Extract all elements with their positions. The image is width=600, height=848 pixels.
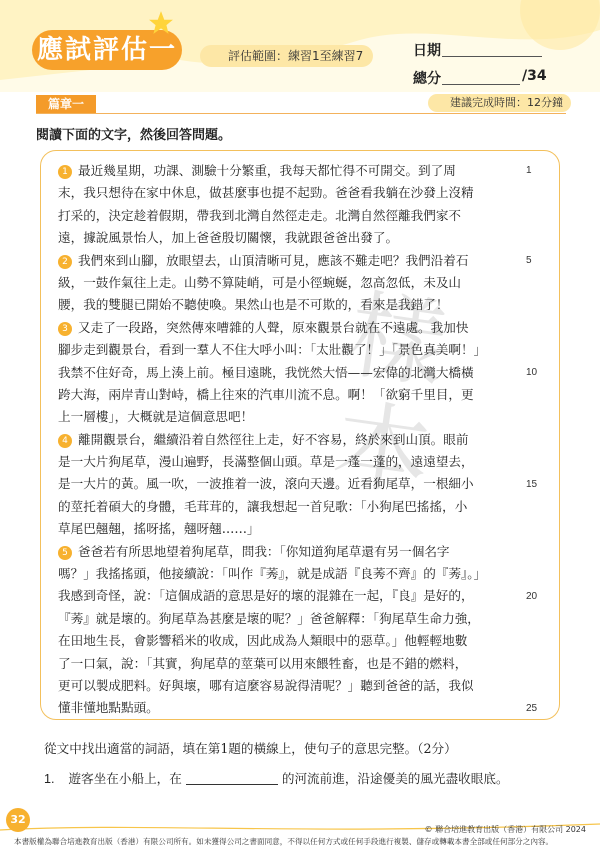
passage-line-text: 更可以製成肥料。好與壞，哪有這麼容易說得清呢？」聽到爸爸的話，我似	[58, 677, 474, 693]
passage-line	[58, 160, 518, 182]
passage-line-text: 我禁不住好奇，馬上湊上前。極目遠眺，我恍然大悟——宏偉的北灣大橋橫	[58, 364, 474, 380]
footnote: 本書版權為聯合培進教育出版（香港）有限公司所有。如未獲得公司之書面同意，不得以任何方式或任何手段進行複製、儲存或轉載本書全部或任何部分之內容。	[14, 837, 554, 846]
date-label: 日期	[413, 43, 441, 59]
passage-line	[58, 227, 518, 249]
passage-line	[58, 541, 518, 563]
paragraph-number: 2	[58, 255, 72, 269]
passage-line-text: 離開觀景台，繼續沿着自然徑往上走，好不容易，終於來到山頂。眼前	[78, 431, 469, 447]
paragraph-number: 4	[58, 434, 72, 448]
passage-line	[58, 339, 518, 361]
passage-line-text: 遠，據說風景怡人，加上爸爸殷切關懷，我就跟爸爸出發了。	[58, 230, 399, 246]
passage-line-text: 是一大片狗尾草，漫山遍野，長滿整個山頭。草是一蓬一蓬的，遠遠望去，	[58, 454, 474, 470]
sample-watermark: 樣本	[327, 278, 453, 512]
page-number: 32	[6, 808, 30, 832]
section-divider	[36, 113, 566, 114]
passage	[58, 160, 518, 720]
paragraph-number: 1	[58, 165, 72, 179]
passage-line	[58, 272, 518, 294]
passage-line	[58, 585, 518, 607]
line-number: 20	[526, 590, 538, 602]
passage-line-text: 腰，我的雙腿已開始不聽使喚。果然山也是不可欺的，看來是我錯了！	[58, 297, 449, 313]
passage-line	[58, 608, 518, 630]
line-number: 25	[526, 702, 538, 714]
score-total: /34	[522, 68, 547, 84]
passage-line	[58, 250, 518, 272]
passage-line	[58, 563, 518, 585]
question-1-before: 遊客坐在小船上，在	[68, 771, 182, 786]
line-number: 5	[526, 254, 532, 266]
question-number: 1.	[44, 772, 55, 786]
line-number: 15	[526, 478, 538, 490]
passage-line	[58, 384, 518, 406]
passage-line	[58, 451, 518, 473]
passage-line-text: 末，我只想待在家中休息，做甚麼事也提不起勁。爸爸看我躺在沙發上沒精	[58, 185, 474, 201]
instruction: 閱讀下面的文字，然後回答問題。	[36, 128, 232, 143]
question-1-after: 的河流前進，沿途優美的風光盡收眼底。	[281, 771, 509, 786]
passage-line	[58, 496, 518, 518]
paragraph-number: 3	[58, 322, 72, 336]
passage-line	[58, 630, 518, 652]
passage-line-text: 草尾巴翹翹，搖呀搖，翹呀翹……」	[58, 521, 260, 537]
passage-line-text: 爸爸若有所思地望着狗尾草，問我：「你知道狗尾草還有另一個名字	[78, 543, 450, 559]
passage-line	[58, 518, 518, 540]
passage-line-text: 的莖托着碩大的身體，毛茸茸的，讓我想起一首兒歌：「小狗尾巴搖搖，小	[58, 498, 468, 514]
passage-line	[58, 205, 518, 227]
passage-line-text: 在田地生長，會影響稻米的收成，因此成為人類眼中的惡草。」他輕輕地數	[58, 633, 468, 649]
score-field[interactable]	[442, 84, 520, 85]
passage-line	[58, 317, 518, 339]
passage-line-text: 跨大海，兩岸青山對峙，橋上往來的汽車川流不息。啊！「欲窮千里目，更	[58, 386, 474, 402]
passage-line-text: 懂非懂地點點頭。	[58, 700, 159, 716]
passage-line-text: 又走了一段路，突然傳來嘈雜的人聲，原來觀景台就在不遠處。我加快	[78, 319, 469, 335]
star-icon	[148, 10, 174, 36]
section-tag: 篇章一	[36, 95, 96, 113]
passage-line-text: 最近幾星期，功課、測驗十分繁重，我每天都忙得不可開交。到了周	[78, 163, 456, 178]
passage-line	[58, 362, 518, 384]
passage-line	[58, 294, 518, 316]
copyright: © 聯合培進教育出版（香港）有限公司 2024	[424, 825, 586, 834]
suggested-time: 建議完成時間：12分鐘	[428, 94, 571, 112]
passage-line	[58, 697, 518, 719]
passage-line-text: 是一大片的黃。風一吹，一波推着一波，滾向天邊。近看狗尾草，一根細小	[58, 476, 474, 492]
passage-line-text: 『莠』就是壞的。狗尾草為甚麼是壞的呢？」爸爸解釋：「狗尾草生命力強，	[58, 610, 480, 626]
passage-line	[58, 653, 518, 675]
assessment-range: 評估範圍：練習1至練習7	[200, 45, 373, 67]
passage-line-text: 我們來到山腳，放眼望去，山頂清晰可見，應該不難走吧？我們沿着石	[78, 252, 469, 268]
passage-line	[58, 429, 518, 451]
passage-line-text: 嗎？」我搖搖頭，他接續說：「叫作『莠』，就是成語『良莠不齊』的『莠』。」	[58, 566, 487, 582]
passage-line-text: 了一口氣，說：「其實，狗尾草的莖葉可以用來餵牲畜，也是不錯的燃料，	[58, 655, 468, 671]
question-instruction: 從文中找出適當的詞語，填在第1題的橫線上，使句子的意思完整。（2分）	[44, 741, 457, 756]
score-label: 總分	[413, 71, 441, 87]
passage-line-text: 腳步走到觀景台，看到一羣人不住大呼小叫：「太壯觀了！」「景色真美啊！」	[58, 342, 487, 358]
passage-line-text: 打采的，決定趁着假期，帶我到北灣自然徑走走。北灣自然徑離我們家不	[58, 207, 461, 223]
date-field[interactable]	[442, 56, 542, 57]
passage-line	[58, 182, 518, 204]
passage-line	[58, 406, 518, 428]
answer-blank[interactable]	[186, 771, 278, 785]
line-number: 10	[526, 366, 538, 378]
passage-line	[58, 473, 518, 495]
line-number: 1	[526, 165, 532, 176]
paragraph-number: 5	[58, 546, 72, 560]
passage-line-text: 我感到奇怪，說：「這個成語的意思是好的壞的混雜在一起，『良』是好的，	[58, 588, 474, 604]
assessment-badge: 應試評估一	[32, 30, 182, 70]
passage-line	[58, 675, 518, 697]
question-1	[44, 768, 509, 787]
passage-line-text: 上一層樓」，大概就是這個意思吧！	[58, 409, 254, 425]
passage-line-text: 級，一鼓作氣往上走。山勢不算陡峭，可是小徑蜿蜒，忽高忽低，未及山	[58, 274, 461, 290]
